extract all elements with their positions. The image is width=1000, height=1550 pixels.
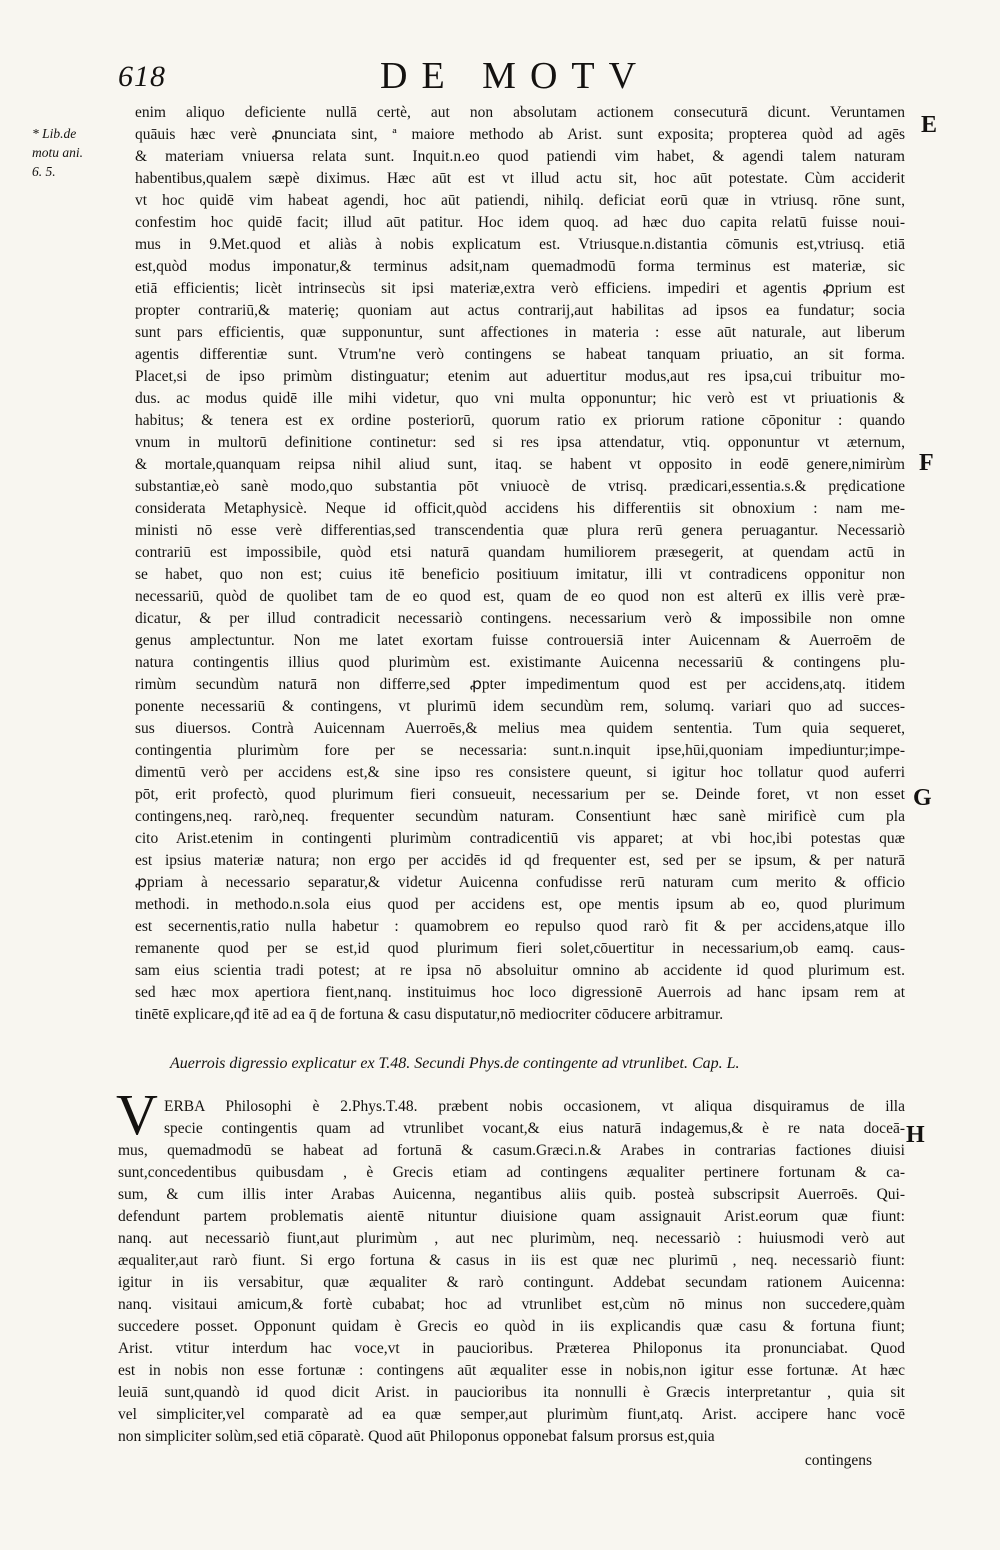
text-line: agentis differentiæ sunt. Vtrum'ne verò contingens se habeat tanquam priuatio, an sit forma. — [135, 346, 905, 363]
margin-note-line: motu ani. — [32, 145, 84, 160]
margin-note-line: 6. 5. — [32, 164, 56, 179]
page-header — [0, 52, 1000, 102]
text-line: rimùm secundùm naturā non differre,sed ꝓpter impedimentum quod est per accidens,atq. itidem — [135, 676, 905, 693]
text-line: substantiæ,eò sanè modo,quo substantia pōt vniuocè de vtrisq. prædicari,essentia.s.& prędicatione — [135, 478, 905, 495]
text-line: igitur in iis versabitur, quæ æqualiter & rarò contingunt. Addebat secundam rationem Auicenna: — [118, 1274, 905, 1291]
running-title: DE MOTV — [380, 55, 651, 97]
text-line: est in nobis non esse fortunæ : contingens aūt æqualiter esse in nobis,non igitur esse fortunæ. At hæc — [118, 1362, 905, 1379]
chapter-heading: Auerrois digressio explicatur ex T.48. Secundi Phys.de contingente ad vtrunlibet. Cap. L. — [170, 1055, 740, 1072]
text-line: ꝓpriam à necessario separatur,& videtur Auicenna confudisse rerū naturam cum merito & officio — [135, 874, 905, 891]
text-line: vt hoc quidē vim habeat agendi, hoc aūt patiendi, nihilq. deficiat eorū quæ in vtriusq. rōne sunt, — [135, 192, 905, 209]
text-line: est ipsius materiæ natura; non ergo per accidēs id qd frequenter est, sed per se ipsum, & per naturā — [135, 852, 905, 869]
catchword: contingens — [804, 1452, 872, 1469]
text-line: Placet,si de ipso primùm distinguatur; etenim aut aduertitur modus,aut res ipsa,cui tribuitur mo- — [135, 368, 905, 385]
text-line: sed hæc mox apertiora fient,nanq. instituimus hoc loco digressionē Auerrois ad hanc ipsam rem at — [135, 984, 905, 1001]
section-marker-g: G — [913, 785, 932, 811]
text-line: tinētē explicare,qđ itē ad ea q̄ de fortuna & casu disputatur,nō mediocriter cōducere arbitramur. — [135, 1006, 724, 1023]
text-line: nanq. aut necessariò fiunt,aut plurimùm , aut nec plurimùm, neq. necessariò : huiusmodi verò aut — [118, 1230, 905, 1247]
text-line: etiā efficientis; licèt intrinsecùs sit ipsi materiæ,extra verò efficiens. impediri et agentis ꝓprium est — [135, 280, 905, 297]
text-line: genus amplectuntur. Non me latet exortam fuisse controuersiā inter Auicennam & Auerroēm de — [135, 632, 905, 649]
body-text — [135, 102, 905, 1026]
text-line: sunt pars efficientis, quæ supponuntur, sunt affectiones in materia : esse aūt naturale, aut liberum — [135, 324, 905, 341]
text-line: mus in 9.Met.quod et aliàs à nobis explicatum est. Vtriusque.n.distantia cōmunis est,vtriusq. etiā — [135, 236, 905, 253]
text-line: remanente quod per se est,id quod plurimum fieri solet,cōuertitur in necessarium,ob eamq. caus- — [135, 940, 905, 957]
text-line: methodi. in methodo.n.sola eius quod per accidens est, ope mentis ipsum ab eo, quod plurimum — [135, 896, 905, 913]
text-line: se habet, quo non est; cuius itē beneficio positiuum imitatur, illi vt contradicens opponitur non — [135, 566, 905, 583]
text-line: est,quòd modus imponatur,& terminus adsit,nam quemadmodū forma terminus est materiæ, sic — [135, 258, 905, 275]
text-line: ministi nō esse verè differentias,sed transcendentia quæ plura rerū genera peruagantur. Necessariò — [135, 522, 905, 539]
text-line: sam eius scientia tradi potest; at re ipsa nō absoluitur omnino ab accidente id quod plurimum est. — [135, 962, 905, 979]
text-line: mus, quemadmodū se habeat ad fortunā & casum.Græci.n.& Arabes in contrarias factiones diuisi — [118, 1142, 905, 1159]
text-line: Arist. vtitur interdum hac voce,vt in paucioribus. Præterea Philoponus ita pronunciabat. Quod — [118, 1340, 905, 1357]
text-line: cito Arist.etenim in contingenti plurimùm contradicentiū vis apparet; at vbi hoc,ibi potestas quæ — [135, 830, 905, 847]
text-line: ERBA Philosophi è 2.Phys.T.48. præbent nobis occasionem, vt aliqua disquiramus de illa — [164, 1098, 905, 1115]
text-line: nanq. visitaui amicum,& fortè cubabat; hoc ad vtrunlibet est,cùm nō minus non succedere,quàm — [118, 1296, 905, 1313]
section-marker-f: F — [919, 450, 934, 476]
text-line: defendunt partem problematis aientē nituntur diuisione quam assignauit Arist.eorum quæ fiunt: — [118, 1208, 905, 1225]
text-line: sus diuersos. Contrà Auicennam Auerroēs,& melius mea quidem sententia. Tum quia sequeret, — [135, 720, 905, 737]
text-line: vnum in multorū definitione continetur: sed si res ipsa attendatur, vtiq. opponuntur vt æternum, — [135, 434, 905, 451]
text-line: dimentū verò per accidens est,& sine ipso res consistere queunt, si igitur hoc tollatur quod auferri — [135, 764, 905, 781]
text-line: non simpliciter solùm,sed etiā cōparatè. Quod aūt Philoponus opponebat falsum prorsus est,quia — [118, 1428, 715, 1445]
section-marker-e: E — [921, 112, 938, 138]
text-line: vel simpliciter,vel comparatè ad ea quæ semper,aut plurimùm fiunt,atq. Arist. accipere hanc vocē — [118, 1406, 905, 1423]
text-line: pōt, erit profectò, quod plurimum fieri consueuit, necessarium per se. Deinde foret, vt non esset — [135, 786, 905, 803]
text-line: natura contingentis illius quod plurimùm est. existimante Auicenna necessariū & contingens plu- — [135, 654, 905, 671]
text-line: quāuis hæc verè ꝓnunciata sint, ª maiore methodo ab Arist. sunt exposita; propterea quòd ad agēs — [135, 126, 905, 143]
drop-cap: V — [116, 1082, 158, 1147]
text-line: propter contrariū,& materię; quoniam aut actus contrarij,aut habilitas ad ipsos ea fundatur; socia — [135, 302, 905, 319]
text-line: dus. ac modus quidē ille mihi videtur, quo vni multa opponuntur; hic verò est vt priuationis & — [135, 390, 905, 407]
text-line: habitus; & tenera est ex ordine posteriorū, quorum ratio ex priorum ratione cōponitur : quando — [135, 412, 905, 429]
text-line: succedere posset. Opponunt quidam è Grecis eo quòd in iis explicandis quæ casu & fortuna fiunt; — [118, 1318, 905, 1335]
text-line: confestim hoc quidē facit; illud aūt patitur. Hoc idem quoq. ad hæc duo capita relatū fuisse noui- — [135, 214, 905, 231]
chapter-text — [118, 1096, 905, 1448]
page-number: 618 — [118, 60, 166, 93]
text-line: enim aliquo deficiente nullā certè, aut non absolutam actionem consecuturā dicunt. Veruntamen — [135, 104, 905, 121]
text-line: contrariū est impossibile, quòd etsi naturā quandam humiliorem præsegerit, at quendam actū in — [135, 544, 905, 561]
text-line: considerata Metaphysicè. Neque id officit,quòd accidens his differentiis sit obnoxium : nam me- — [135, 500, 905, 517]
margin-note-line: * Lib.de — [32, 126, 77, 141]
text-line: necessariū, quòd de quolibet tam de eo quod est, quam de eo quod non est alterū ex illis verè præ- — [135, 588, 905, 605]
text-line: sum, & cum illis inter Arabas Auicenna, negantibus aliis quib. posteà subscripsit Auerroēs. Qui- — [118, 1186, 905, 1203]
text-line: contingens,neq. rarò,neq. frequenter secundùm naturam. Consentiunt hæc sanè mirificè cum pla — [135, 808, 905, 825]
text-line: est secernentis,ratio nulla habetur : quamobrem eo repulso quod rarò fit & per accidens,atque illo — [135, 918, 905, 935]
text-line: sunt,concedentibus quibusdam , è Grecis etiam ad contingens æqualiter pertinere fortunam & ca- — [118, 1164, 905, 1181]
text-line: dicatur, & per illud contradicit necessariò contingens. necessarium verò & impossibile non omne — [135, 610, 905, 627]
text-line: specie contingentis quam ad vtrunlibet vocant,& eius naturā indagemus,& è re nata doceā- — [164, 1120, 905, 1137]
margin-note — [32, 124, 122, 181]
text-line: & materiam vniuersa relata sunt. Inquit.n.eo quod patiendi vim habet, & agendi talem naturam — [135, 148, 905, 165]
text-line: ponente necessariū & contingens, vt plurimū idem secundùm rem, solumq. variari quo ad succes- — [135, 698, 905, 715]
text-line: leuiā sunt,quandò id quod dicit Arist. in paucioribus ita nonnulli è Græcis interpretantur , quia sit — [118, 1384, 905, 1401]
text-line: habentibus,qualem sæpè diximus. Hæc aūt est vt illud actu sit, hoc aūt potestate. Cùm acciderit — [135, 170, 905, 187]
text-line: contingentia plurimùm fore per se necessaria: sunt.n.inquit ipse,hūi,quoniam impediuntur;impe- — [135, 742, 905, 759]
section-marker-h: H — [906, 1122, 925, 1148]
text-line: æqualiter,aut rarò fiunt. Si ergo fortuna & casus in iis est quæ nec plurimū , neq. necessariò fiunt: — [118, 1252, 905, 1269]
text-line: & mortale,quanquam reipsa nihil aliud sunt, itaq. se habent vt opposito in eodē genere,nimirùm — [135, 456, 905, 473]
